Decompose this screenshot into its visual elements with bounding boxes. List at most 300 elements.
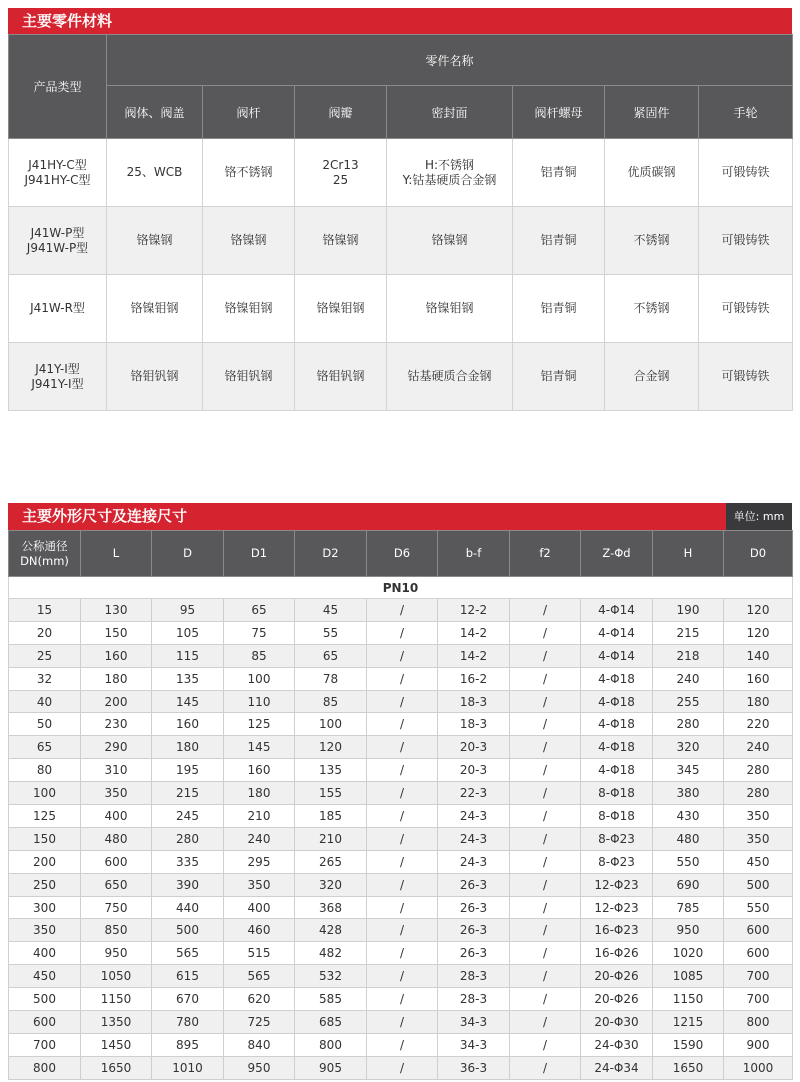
dimension-cell: / bbox=[510, 621, 581, 644]
dimension-row bbox=[9, 1011, 793, 1034]
material-cell bbox=[699, 139, 793, 207]
dim-column-header: D2 bbox=[295, 531, 367, 577]
dimension-cell: 26-3 bbox=[438, 919, 510, 942]
dimension-cell: 26-3 bbox=[438, 873, 510, 896]
dimension-cell: 1010 bbox=[152, 1056, 224, 1079]
dimension-cell: 532 bbox=[295, 965, 367, 988]
dimension-cell: / bbox=[510, 919, 581, 942]
dimension-cell: 620 bbox=[224, 988, 295, 1011]
dimension-cell: 26-3 bbox=[438, 942, 510, 965]
dimension-cell: 1450 bbox=[81, 1033, 152, 1056]
dimension-cell: / bbox=[367, 850, 438, 873]
dn-cell: 125 bbox=[9, 805, 81, 828]
dimension-cell: 125 bbox=[224, 713, 295, 736]
dimension-cell: / bbox=[367, 621, 438, 644]
dimension-cell: 390 bbox=[152, 873, 224, 896]
dimension-cell: / bbox=[367, 942, 438, 965]
dimension-cell: 45 bbox=[295, 599, 367, 622]
dn-cell: 40 bbox=[9, 690, 81, 713]
material-cell-line: 不锈钢 bbox=[633, 301, 670, 315]
dimension-cell: 350 bbox=[224, 873, 295, 896]
dimension-cell: 280 bbox=[152, 827, 224, 850]
dimension-cell: 28-3 bbox=[438, 965, 510, 988]
material-cell bbox=[203, 275, 295, 343]
dimension-cell: / bbox=[510, 690, 581, 713]
dimension-cell: 8-Φ18 bbox=[581, 805, 653, 828]
dimension-cell: 24-3 bbox=[438, 805, 510, 828]
dimension-cell: 700 bbox=[724, 988, 793, 1011]
dimension-cell: 78 bbox=[295, 667, 367, 690]
dimension-cell: / bbox=[510, 965, 581, 988]
dimension-row bbox=[9, 667, 793, 690]
dimension-row bbox=[9, 827, 793, 850]
dimension-cell: 290 bbox=[81, 736, 152, 759]
dimension-cell: 725 bbox=[224, 1011, 295, 1034]
dimension-cell: 160 bbox=[224, 759, 295, 782]
dim-column-header: D1 bbox=[224, 531, 295, 577]
dim-column-header: b-f bbox=[438, 531, 510, 577]
dimension-cell: 8-Φ23 bbox=[581, 850, 653, 873]
material-cell-line: 可锻铸铁 bbox=[721, 369, 770, 383]
material-cell bbox=[605, 275, 699, 343]
materials-table bbox=[8, 34, 793, 411]
dimension-cell: 700 bbox=[724, 965, 793, 988]
dimension-cell: 4-Φ18 bbox=[581, 759, 653, 782]
dimension-cell: 135 bbox=[152, 667, 224, 690]
dimension-row bbox=[9, 1033, 793, 1056]
material-cell bbox=[107, 207, 203, 275]
material-cell-line: 铬镍钢 bbox=[431, 233, 468, 247]
dimension-cell: 24-3 bbox=[438, 850, 510, 873]
dimension-cell: / bbox=[510, 759, 581, 782]
dimension-cell: 840 bbox=[224, 1033, 295, 1056]
dimensions-body bbox=[9, 577, 793, 1080]
dimension-cell: / bbox=[367, 1056, 438, 1079]
material-cell bbox=[295, 275, 387, 343]
dimension-cell: 16-2 bbox=[438, 667, 510, 690]
dimension-cell: / bbox=[367, 1011, 438, 1034]
dimension-cell: 20-3 bbox=[438, 736, 510, 759]
dimension-cell: 1650 bbox=[653, 1056, 724, 1079]
dimension-cell: 34-3 bbox=[438, 1011, 510, 1034]
dimension-cell: / bbox=[510, 1011, 581, 1034]
material-cell bbox=[203, 139, 295, 207]
dimension-cell: 185 bbox=[295, 805, 367, 828]
part-column-header: 密封面 bbox=[387, 86, 513, 139]
dimension-cell: 110 bbox=[224, 690, 295, 713]
dimension-cell: 670 bbox=[152, 988, 224, 1011]
dimension-cell: 1000 bbox=[724, 1056, 793, 1079]
dimension-row bbox=[9, 782, 793, 805]
dimension-cell: / bbox=[367, 1033, 438, 1056]
dimension-cell: 780 bbox=[152, 1011, 224, 1034]
dimension-cell: 1650 bbox=[81, 1056, 152, 1079]
pressure-class-label: PN10 bbox=[9, 577, 793, 599]
dimension-cell: / bbox=[510, 850, 581, 873]
dimension-cell: 65 bbox=[295, 644, 367, 667]
dimension-row bbox=[9, 850, 793, 873]
dimension-cell: 16-Φ26 bbox=[581, 942, 653, 965]
dimension-cell: 145 bbox=[152, 690, 224, 713]
material-cell bbox=[605, 343, 699, 411]
dimension-row bbox=[9, 873, 793, 896]
dimension-cell: 180 bbox=[224, 782, 295, 805]
material-cell bbox=[387, 343, 513, 411]
dimension-cell: / bbox=[367, 873, 438, 896]
dimension-cell: 190 bbox=[653, 599, 724, 622]
dn-cell: 15 bbox=[9, 599, 81, 622]
product-type-line: J941W-P型 bbox=[26, 240, 89, 255]
part-column-header: 紧固件 bbox=[605, 86, 699, 139]
material-cell-line: 铬镍钼钢 bbox=[224, 301, 273, 315]
dimension-cell: 20-Φ30 bbox=[581, 1011, 653, 1034]
dimension-cell: 750 bbox=[81, 896, 152, 919]
product-type-line: J941Y-I型 bbox=[31, 376, 84, 391]
dimension-cell: 310 bbox=[81, 759, 152, 782]
material-cell-line: 铬镍钼钢 bbox=[425, 301, 474, 315]
dimension-cell: 255 bbox=[653, 690, 724, 713]
product-type-cell bbox=[9, 139, 107, 207]
material-cell bbox=[513, 207, 605, 275]
dimension-cell: 115 bbox=[152, 644, 224, 667]
dimension-cell: 75 bbox=[224, 621, 295, 644]
dn-cell: 600 bbox=[9, 1011, 81, 1034]
material-cell-line: 可锻铸铁 bbox=[721, 233, 770, 247]
material-cell bbox=[107, 275, 203, 343]
material-cell bbox=[513, 343, 605, 411]
dimension-cell: 240 bbox=[224, 827, 295, 850]
dimension-cell: 690 bbox=[653, 873, 724, 896]
dimension-cell: 180 bbox=[152, 736, 224, 759]
dimension-cell: 65 bbox=[224, 599, 295, 622]
dimension-cell: / bbox=[510, 713, 581, 736]
dimension-cell: 895 bbox=[152, 1033, 224, 1056]
dimension-cell: 460 bbox=[224, 919, 295, 942]
dimension-cell: / bbox=[367, 736, 438, 759]
material-cell-line: 不锈钢 bbox=[633, 233, 670, 247]
dimension-cell: 230 bbox=[81, 713, 152, 736]
dimension-cell: 12-2 bbox=[438, 599, 510, 622]
dimension-cell: 368 bbox=[295, 896, 367, 919]
dn-cell: 200 bbox=[9, 850, 81, 873]
material-cell bbox=[513, 275, 605, 343]
material-cell bbox=[605, 207, 699, 275]
dim-column-header: Z-Φd bbox=[581, 531, 653, 577]
dimension-cell: 350 bbox=[81, 782, 152, 805]
dn-cell: 25 bbox=[9, 644, 81, 667]
dn-cell: 250 bbox=[9, 873, 81, 896]
dimension-cell: 210 bbox=[295, 827, 367, 850]
dn-cell: 32 bbox=[9, 667, 81, 690]
dimension-cell: 218 bbox=[653, 644, 724, 667]
dimension-cell: / bbox=[367, 805, 438, 828]
dimension-cell: / bbox=[367, 896, 438, 919]
product-type-line: J41Y-I型 bbox=[35, 361, 80, 376]
product-type-line: J41HY-C型 bbox=[28, 157, 87, 172]
dimension-cell: 245 bbox=[152, 805, 224, 828]
dimension-cell: 120 bbox=[295, 736, 367, 759]
dimension-cell: 160 bbox=[152, 713, 224, 736]
material-cell bbox=[605, 139, 699, 207]
material-cell-line: 铝青铜 bbox=[540, 301, 577, 315]
dimension-cell: / bbox=[510, 644, 581, 667]
material-cell-line: 钴基硬质合金钢 bbox=[407, 369, 492, 383]
dimension-cell: / bbox=[367, 782, 438, 805]
dimension-cell: 430 bbox=[653, 805, 724, 828]
dimension-cell: 280 bbox=[724, 759, 793, 782]
dimension-cell: / bbox=[367, 713, 438, 736]
dimension-cell: 240 bbox=[724, 736, 793, 759]
material-cell-line: 铬钼钒钢 bbox=[316, 369, 365, 383]
dimension-cell: 20-3 bbox=[438, 759, 510, 782]
dimension-cell: 8-Φ23 bbox=[581, 827, 653, 850]
product-type-line: J41W-P型 bbox=[30, 225, 85, 240]
dimension-cell: 18-3 bbox=[438, 713, 510, 736]
dimension-cell: / bbox=[367, 827, 438, 850]
dn-cell: 50 bbox=[9, 713, 81, 736]
material-cell-line: 铬不锈钢 bbox=[224, 165, 273, 179]
material-cell-line: 可锻铸铁 bbox=[721, 301, 770, 315]
product-type-line: J41W-R型 bbox=[30, 301, 85, 315]
dimension-cell: 350 bbox=[724, 827, 793, 850]
dimension-cell: 120 bbox=[724, 599, 793, 622]
material-cell-line: 铝青铜 bbox=[540, 233, 577, 247]
dimension-cell: 28-3 bbox=[438, 988, 510, 1011]
material-cell bbox=[295, 343, 387, 411]
dimension-cell: / bbox=[367, 919, 438, 942]
dn-cell: 450 bbox=[9, 965, 81, 988]
material-cell-line: 铝青铜 bbox=[540, 165, 577, 179]
dimensions-table bbox=[8, 530, 793, 1080]
materials-section-header bbox=[8, 8, 792, 34]
dimension-row bbox=[9, 759, 793, 782]
dimension-cell: 145 bbox=[224, 736, 295, 759]
dimension-row bbox=[9, 988, 793, 1011]
dimension-cell: 20-Φ26 bbox=[581, 965, 653, 988]
dim-column-header: L bbox=[81, 531, 152, 577]
dimension-cell: / bbox=[510, 988, 581, 1011]
dn-cell: 700 bbox=[9, 1033, 81, 1056]
material-cell-line: 铬钼钒钢 bbox=[130, 369, 179, 383]
dimension-cell: 22-3 bbox=[438, 782, 510, 805]
parts-name-header: 零件名称 bbox=[107, 35, 793, 86]
dimension-cell: 8-Φ18 bbox=[581, 782, 653, 805]
dimension-cell: 215 bbox=[653, 621, 724, 644]
dimension-cell: 20-Φ26 bbox=[581, 988, 653, 1011]
dimension-cell: 105 bbox=[152, 621, 224, 644]
dimension-cell: 4-Φ18 bbox=[581, 667, 653, 690]
dimension-cell: 220 bbox=[724, 713, 793, 736]
dimension-cell: 150 bbox=[81, 621, 152, 644]
product-type-line: J941HY-C型 bbox=[24, 172, 91, 187]
dimension-cell: 100 bbox=[224, 667, 295, 690]
dimension-cell: 12-Φ23 bbox=[581, 896, 653, 919]
dimension-cell: / bbox=[510, 942, 581, 965]
materials-title: 主要零件材料 bbox=[22, 12, 113, 30]
dimension-cell: 320 bbox=[653, 736, 724, 759]
dn-cell: 400 bbox=[9, 942, 81, 965]
dimension-cell: / bbox=[367, 599, 438, 622]
material-cell bbox=[107, 343, 203, 411]
dimension-row bbox=[9, 690, 793, 713]
dimension-cell: 130 bbox=[81, 599, 152, 622]
material-cell bbox=[513, 139, 605, 207]
dim-column-header: f2 bbox=[510, 531, 581, 577]
dimension-cell: 100 bbox=[295, 713, 367, 736]
dimension-cell: / bbox=[510, 896, 581, 919]
dimension-cell: 785 bbox=[653, 896, 724, 919]
dimension-row bbox=[9, 942, 793, 965]
dimension-cell: 320 bbox=[295, 873, 367, 896]
dimension-cell: 1350 bbox=[81, 1011, 152, 1034]
dimension-cell: 1020 bbox=[653, 942, 724, 965]
dimension-cell: 600 bbox=[724, 942, 793, 965]
unit-label: 单位: mm bbox=[726, 503, 792, 530]
material-cell-line: 可锻铸铁 bbox=[721, 165, 770, 179]
dimension-cell: 565 bbox=[224, 965, 295, 988]
dimension-cell: 685 bbox=[295, 1011, 367, 1034]
dimension-cell: 140 bbox=[724, 644, 793, 667]
dimension-cell: 950 bbox=[224, 1056, 295, 1079]
part-column-header: 手轮 bbox=[699, 86, 793, 139]
dimension-cell: 36-3 bbox=[438, 1056, 510, 1079]
dimension-cell: 85 bbox=[295, 690, 367, 713]
dimension-row bbox=[9, 1056, 793, 1079]
dimension-row bbox=[9, 713, 793, 736]
material-row bbox=[9, 343, 793, 411]
dn-cell: 20 bbox=[9, 621, 81, 644]
dimension-row bbox=[9, 805, 793, 828]
dimension-cell: 4-Φ14 bbox=[581, 599, 653, 622]
material-cell-line: 铬镍钢 bbox=[136, 233, 173, 247]
dimension-cell: 85 bbox=[224, 644, 295, 667]
pressure-class-row bbox=[9, 577, 793, 599]
material-cell bbox=[295, 207, 387, 275]
dimension-cell: / bbox=[510, 1033, 581, 1056]
material-cell-line: Y:钴基硬质合金钢 bbox=[402, 172, 497, 187]
materials-body bbox=[9, 139, 793, 411]
dimension-cell: 55 bbox=[295, 621, 367, 644]
material-cell bbox=[107, 139, 203, 207]
dimension-cell: 550 bbox=[724, 896, 793, 919]
dimension-cell: 4-Φ18 bbox=[581, 713, 653, 736]
dimension-cell: 1150 bbox=[653, 988, 724, 1011]
dn-cell: 100 bbox=[9, 782, 81, 805]
dimension-cell: 615 bbox=[152, 965, 224, 988]
material-cell bbox=[387, 207, 513, 275]
dimension-cell: 95 bbox=[152, 599, 224, 622]
material-cell bbox=[295, 139, 387, 207]
dimension-cell: 600 bbox=[724, 919, 793, 942]
dn-cell: 800 bbox=[9, 1056, 81, 1079]
material-cell bbox=[699, 207, 793, 275]
dimension-cell: 380 bbox=[653, 782, 724, 805]
dim-column-header: D bbox=[152, 531, 224, 577]
dimension-cell: 295 bbox=[224, 850, 295, 873]
dimension-cell: / bbox=[510, 599, 581, 622]
dimension-cell: 160 bbox=[724, 667, 793, 690]
material-row bbox=[9, 275, 793, 343]
dim-column-header: H bbox=[653, 531, 724, 577]
dimension-row bbox=[9, 965, 793, 988]
dimension-cell: 16-Φ23 bbox=[581, 919, 653, 942]
dn-cell: 350 bbox=[9, 919, 81, 942]
dimension-row bbox=[9, 599, 793, 622]
dimension-cell: / bbox=[510, 736, 581, 759]
dimensions-title: 主要外形尺寸及连接尺寸 bbox=[22, 507, 188, 525]
dimension-cell: 24-Φ34 bbox=[581, 1056, 653, 1079]
dn-cell: 80 bbox=[9, 759, 81, 782]
dimension-cell: 850 bbox=[81, 919, 152, 942]
dimension-cell: 280 bbox=[653, 713, 724, 736]
dimension-cell: 180 bbox=[724, 690, 793, 713]
dimension-cell: / bbox=[367, 690, 438, 713]
dimension-cell: / bbox=[367, 759, 438, 782]
dimension-cell: 950 bbox=[81, 942, 152, 965]
dimension-row bbox=[9, 644, 793, 667]
dimension-cell: 1085 bbox=[653, 965, 724, 988]
product-type-cell bbox=[9, 275, 107, 343]
material-cell-line: 铬镍钢 bbox=[230, 233, 267, 247]
material-cell-line: 2Cr13 bbox=[322, 157, 359, 172]
dimension-cell: 450 bbox=[724, 850, 793, 873]
dimension-cell: 905 bbox=[295, 1056, 367, 1079]
dimension-cell: 500 bbox=[152, 919, 224, 942]
material-cell-line: 25、WCB bbox=[126, 165, 183, 179]
dimension-cell: 18-3 bbox=[438, 690, 510, 713]
material-row bbox=[9, 207, 793, 275]
dn-cell: 500 bbox=[9, 988, 81, 1011]
material-cell-line: 铬镍钼钢 bbox=[130, 301, 179, 315]
dn-cell: 150 bbox=[9, 827, 81, 850]
dimensions-section-header bbox=[8, 503, 726, 530]
dimension-cell: 515 bbox=[224, 942, 295, 965]
part-column-header: 阀体、阀盖 bbox=[107, 86, 203, 139]
material-row bbox=[9, 139, 793, 207]
dimension-cell: 800 bbox=[724, 1011, 793, 1034]
dimension-cell: 4-Φ14 bbox=[581, 644, 653, 667]
dimension-cell: 480 bbox=[653, 827, 724, 850]
material-cell-line: 铬镍钢 bbox=[322, 233, 359, 247]
dimension-cell: 265 bbox=[295, 850, 367, 873]
dimension-cell: 200 bbox=[81, 690, 152, 713]
dimension-cell: 120 bbox=[724, 621, 793, 644]
material-cell bbox=[699, 343, 793, 411]
dimension-cell: / bbox=[367, 667, 438, 690]
dimension-cell: / bbox=[367, 965, 438, 988]
product-type-cell bbox=[9, 207, 107, 275]
dimension-cell: 26-3 bbox=[438, 896, 510, 919]
dimension-cell: 482 bbox=[295, 942, 367, 965]
dimension-cell: 12-Φ23 bbox=[581, 873, 653, 896]
dimension-cell: 335 bbox=[152, 850, 224, 873]
material-cell-line: 铬钼钒钢 bbox=[224, 369, 273, 383]
material-cell-line: H:不锈钢 bbox=[424, 157, 475, 172]
dimension-cell: / bbox=[510, 782, 581, 805]
material-cell bbox=[203, 343, 295, 411]
dimension-cell: 155 bbox=[295, 782, 367, 805]
dn-header: 公称通径 DN(mm) bbox=[9, 531, 81, 577]
dimension-cell: 1590 bbox=[653, 1033, 724, 1056]
material-cell-line: 合金钢 bbox=[633, 369, 670, 383]
dimension-cell: 400 bbox=[224, 896, 295, 919]
dn-cell: 300 bbox=[9, 896, 81, 919]
dimension-cell: / bbox=[510, 667, 581, 690]
dimension-cell: 24-3 bbox=[438, 827, 510, 850]
dimension-cell: 400 bbox=[81, 805, 152, 828]
dim-column-header: D0 bbox=[724, 531, 793, 577]
dimension-cell: 4-Φ18 bbox=[581, 690, 653, 713]
